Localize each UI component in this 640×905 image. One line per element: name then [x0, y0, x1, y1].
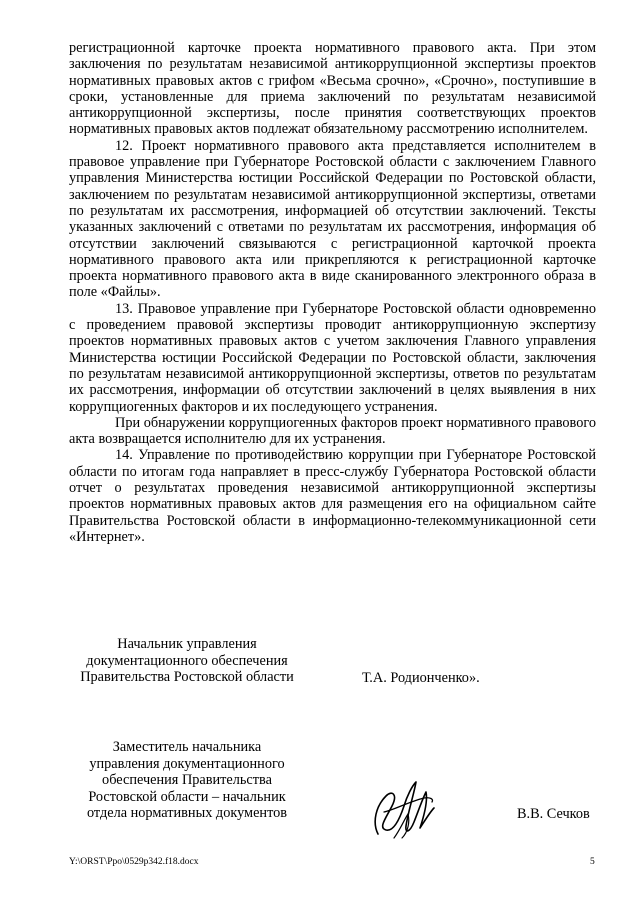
signatory-1-title-line: документационного обеспечения: [86, 652, 288, 669]
paragraph-continuation: регистрационной карточке проекта нормативного правового акта. При этом заключения по результатам независимой антикоррупционной экспертизы проектов нормативных правовых актов с грифом «Весьма срочно», «Срочно», поступившие в сроки, установленные для приема заключений по результатам независимой антикоррупционной экспертизы, после принятия соответствующих проектов нормативных правовых актов подлежат обязательному рассмотрению исполнителем.: [69, 40, 596, 138]
signatory-1-title-line: Начальник управления: [117, 636, 257, 652]
signatory-2-title: [64, 739, 310, 822]
signatory-2-title-line: Заместитель начальника: [112, 739, 262, 755]
footer-file-path: Y:\ORST\Ppo\0529p342.f18.docx: [69, 857, 199, 867]
paragraph-item-14: 14. Управление по противодействию коррупции при Губернаторе Ростовской области по итогам года направляет в пресс-службу Губернатора Ростовской области отчет о результатах проведения независимой антикоррупционной экспертизы проектов нормативных правовых актов для размещения его на официальном сайте Правительства Ростовской области в информационно-телекоммуникационной сети «Интернет».: [69, 447, 596, 545]
paragraph-item-13: 13. Правовое управление при Губернаторе Ростовской области одновременно с проведением правовой экспертизы проводит антикоррупционную экспертизу проектов нормативных правовых актов с учетом заключения Главного управления Министерства юстиции Российской Федерации по Ростовской области, заключения по результатам независимой антикоррупционной экспертизы, ответов по результатам их рассмотрения, информации об отсутствии заключений в целях выявления в них коррупциогенных факторов и их последующего устранения.: [69, 300, 596, 415]
signatory-2-title-line: управления документационного: [89, 755, 285, 772]
signatory-2-title-line: отдела нормативных документов: [86, 805, 288, 822]
signatory-1-title: [64, 636, 310, 686]
signatory-1-title-line: Правительства Ростовской области: [80, 669, 294, 686]
handwritten-signature: [364, 772, 442, 842]
signatory-2-title-line: Ростовской области – начальник: [88, 788, 286, 805]
paragraph-item-13-continuation: При обнаружении коррупциогенных факторов проект нормативного правового акта возвращается исполнителю для их устранения.: [69, 414, 596, 448]
document-body: [69, 40, 596, 545]
signatory-2-title-line: обеспечения Правительства: [102, 772, 272, 789]
signatory-1-name: Т.А. Родионченко».: [362, 670, 480, 686]
paragraph-item-12: 12. Проект нормативного правового акта представляется исполнителем в правовое управление при Губернаторе Ростовской области с заключением Главного управления Министерства юстиции Российской Федерации по Ростовской области, заключением по результатам независимой антикоррупционной экспертизы, ответами по результатам их рассмотрения, информацией об отсутствии заключений. Тексты указанных заключений с ответами по результатам их рассмотрения, информация об отсутствии заключений связываются с регистрационной карточкой проекта нормативного правового акта или прикрепляются к регистрационной карточке проекта нормативного правового акта в виде сканированного электронного образа в поле «Файлы».: [69, 137, 596, 301]
page-number: 5: [590, 857, 595, 867]
signatory-2-name: В.В. Сечков: [517, 806, 590, 822]
